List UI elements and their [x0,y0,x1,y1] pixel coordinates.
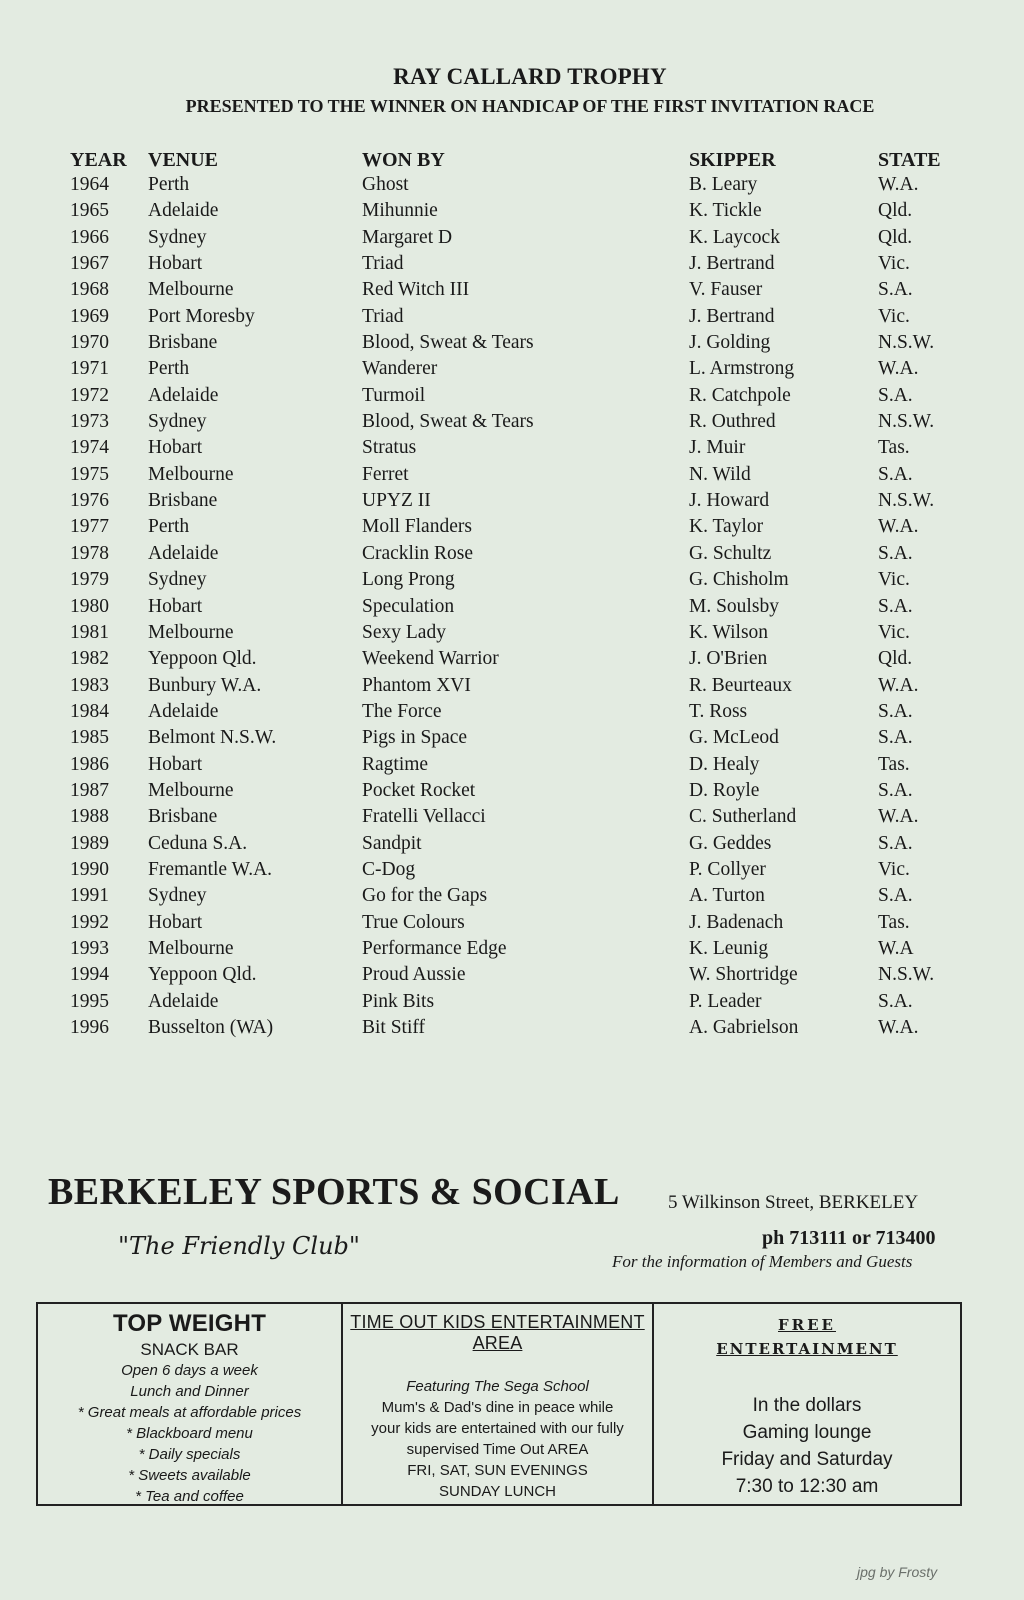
cell-venue: Sydney [148,885,207,907]
cell-venue: Sydney [148,411,207,433]
table-row [0,490,1024,516]
cell-state: W.A. [878,174,919,195]
cell-year: 1990 [70,858,109,880]
cell-year: 1987 [70,779,109,801]
cell-year: 1973 [70,411,109,433]
scan-credit: jpg by Frosty [857,1564,938,1580]
table-row [0,385,1024,411]
cell-venue: Yeppoon Qld. [148,964,257,986]
cell-venue: Melbourne [148,779,234,801]
cell-state: W.A. [878,806,919,828]
cell-state: Tas. [878,911,910,933]
cell-won-by: Bit Stiff [362,1017,426,1038]
table-row [0,437,1024,463]
cell-skipper: L. Armstrong [689,358,795,380]
cell-state: S.A. [878,700,913,722]
top-weight-line: Lunch and Dinner [130,1383,249,1400]
cell-skipper: B. Leary [689,174,758,195]
cell-venue: Bunbury W.A. [148,674,262,696]
cell-year: 1967 [70,253,109,275]
cell-venue: Yeppoon Qld. [148,648,257,670]
table-row [0,174,1024,200]
table-row [0,622,1024,648]
cell-skipper: R. Catchpole [689,384,791,406]
top-weight-line: Open 6 days a week [121,1362,258,1379]
table-row [0,780,1024,806]
table-row [0,859,1024,885]
cell-state: N.S.W. [878,490,935,512]
cell-state: Vic. [878,305,910,327]
cell-won-by: Sexy Lady [362,621,446,643]
promo-boxes [36,1302,962,1506]
table-row [0,464,1024,490]
cell-state: S.A. [878,832,913,854]
cell-won-by: Moll Flanders [362,516,472,538]
cell-won-by: Triad [362,253,404,275]
cell-venue: Melbourne [148,937,234,959]
cell-year: 1968 [70,279,109,301]
kids-area-line: supervised Time Out AREA [406,1441,589,1458]
cell-year: 1969 [70,305,109,327]
cell-won-by: Stratus [362,437,417,459]
cell-venue: Hobart [148,753,203,775]
cell-skipper: G. Schultz [689,542,772,564]
top-weight-box [38,1304,343,1504]
cell-state: Vic. [878,621,910,643]
cell-skipper: A. Gabrielson [689,1017,799,1038]
page-title: RAY CALLARD TROPHY [393,64,667,89]
cell-state: Qld. [878,226,913,248]
cell-won-by: Blood, Sweat & Tears [362,411,534,433]
cell-venue: Perth [148,174,190,195]
cell-won-by: Ferret [362,463,409,485]
table-row [0,200,1024,226]
kids-area-line: your kids are entertained with our fully [371,1420,624,1437]
club-info: For the information of Members and Guests [612,1252,913,1271]
kids-area-line: Mum's & Dad's dine in peace while [381,1399,614,1416]
top-weight-line: * Tea and coffee [135,1488,244,1505]
table-row [0,991,1024,1017]
cell-won-by: Phantom XVI [362,674,471,696]
cell-state: W.A. [878,516,919,538]
cell-venue: Melbourne [148,463,234,485]
cell-skipper: D. Royle [689,779,760,801]
cell-venue: Brisbane [148,332,218,354]
club-address: 5 Wilkinson Street, BERKELEY [668,1192,919,1213]
cell-skipper: J. Bertrand [689,253,775,275]
cell-year: 1964 [70,174,109,195]
cell-won-by: Long Prong [362,569,455,591]
cell-won-by: Triad [362,305,404,327]
club-name: BERKELEY SPORTS & SOCIAL [48,1171,620,1213]
kids-area-line: FRI, SAT, SUN EVENINGS [407,1462,588,1479]
column-header-venue: VENUE [148,149,219,171]
cell-won-by: Pink Bits [362,990,435,1012]
cell-state: W.A. [878,358,919,380]
cell-venue: Port Moresby [148,305,255,327]
table-row [0,227,1024,253]
cell-year: 1971 [70,358,109,380]
cell-year: 1982 [70,648,109,670]
cell-venue: Sydney [148,569,207,591]
kids-area-featuring: Featuring The Sega School [406,1378,589,1395]
cell-won-by: Weekend Warrior [362,648,499,670]
club-tagline: "The Friendly Club" [118,1232,360,1260]
column-header-state: STATE [878,149,941,171]
cell-state: S.A. [878,885,913,907]
cell-skipper: K. Leunig [689,937,769,959]
results-table [0,174,1024,1043]
kids-area-box [343,1304,654,1504]
cell-year: 1992 [70,911,109,933]
cell-won-by: Turmoil [362,384,426,406]
cell-venue: Hobart [148,253,203,275]
cell-year: 1983 [70,674,109,696]
cell-year: 1989 [70,832,109,854]
cell-skipper: J. Howard [689,490,770,512]
cell-state: S.A. [878,384,913,406]
cell-won-by: Pocket Rocket [362,779,476,801]
cell-state: S.A. [878,727,913,749]
cell-state: N.S.W. [878,411,935,433]
column-header-skipper: SKIPPER [689,149,776,171]
cell-skipper: T. Ross [689,700,748,722]
cell-skipper: G. Chisholm [689,569,789,591]
column-header-won-by: WON BY [362,149,445,171]
cell-year: 1994 [70,964,109,986]
club-phone: ph 713111 or 713400 [762,1227,936,1249]
cell-venue: Hobart [148,911,203,933]
cell-won-by: Sandpit [362,832,422,854]
cell-state: Tas. [878,437,910,459]
cell-state: Tas. [878,753,910,775]
cell-year: 1972 [70,384,109,406]
table-row [0,675,1024,701]
cell-skipper: M. Soulsby [689,595,779,617]
entertainment-line: Friday and Saturday [721,1449,893,1470]
table-row [0,701,1024,727]
page-subtitle: PRESENTED TO THE WINNER ON HANDICAP OF THE FIRST INVITATION RACE [185,96,875,116]
cell-venue: Adelaide [148,384,219,406]
cell-won-by: Red Witch III [362,279,470,301]
cell-skipper: W. Shortridge [689,964,798,986]
top-weight-subtitle: SNACK BAR [140,1340,239,1359]
table-row [0,912,1024,938]
cell-state: Qld. [878,648,913,670]
cell-venue: Adelaide [148,990,219,1012]
top-weight-line: * Great meals at affordable prices [77,1404,302,1421]
cell-skipper: J. Bertrand [689,305,775,327]
entertainment-line: Gaming lounge [742,1422,872,1443]
cell-state: N.S.W. [878,964,935,986]
table-row [0,727,1024,753]
cell-won-by: Proud Aussie [362,964,466,986]
cell-state: W.A. [878,674,919,696]
free-entertainment-title: FREE [778,1316,836,1334]
cell-venue: Brisbane [148,490,218,512]
cell-state: Qld. [878,200,913,222]
cell-won-by: Blood, Sweat & Tears [362,332,534,354]
table-row [0,885,1024,911]
entertainment-line: 7:30 to 12:30 am [735,1476,879,1497]
cell-year: 1974 [70,437,109,459]
cell-skipper: K. Laycock [689,226,780,248]
cell-state: W.A. [878,1017,919,1038]
cell-won-by: Cracklin Rose [362,542,474,564]
top-weight-title: TOP WEIGHT [112,1310,267,1337]
cell-skipper: J. O'Brien [689,648,768,670]
cell-year: 1995 [70,990,109,1012]
cell-state: N.S.W. [878,332,935,354]
cell-won-by: Wanderer [362,358,438,380]
cell-skipper: J. Golding [689,332,771,354]
cell-won-by: Ghost [362,174,409,195]
table-row [0,1017,1024,1043]
cell-year: 1985 [70,727,109,749]
cell-venue: Adelaide [148,700,219,722]
cell-venue: Melbourne [148,279,234,301]
cell-won-by: Mihunnie [362,200,438,222]
cell-skipper: N. Wild [689,463,751,485]
cell-venue: Melbourne [148,621,234,643]
cell-year: 1970 [70,332,109,354]
cell-venue: Adelaide [148,200,219,222]
cell-year: 1991 [70,885,109,907]
cell-year: 1980 [70,595,109,617]
cell-state: S.A. [878,990,913,1012]
top-weight-line: * Blackboard menu [126,1425,253,1442]
cell-skipper: V. Fauser [689,279,763,301]
cell-won-by: UPYZ II [362,490,431,512]
cell-state: S.A. [878,779,913,801]
cell-state: S.A. [878,595,913,617]
cell-skipper: P. Collyer [689,858,766,880]
table-row [0,569,1024,595]
table-row [0,411,1024,437]
cell-year: 1981 [70,621,109,643]
cell-year: 1965 [70,200,109,222]
cell-venue: Hobart [148,595,203,617]
cell-year: 1979 [70,569,109,591]
kids-area-title: TIME OUT KIDS ENTERTAINMENT AREA [350,1312,645,1353]
cell-skipper: K. Tickle [689,200,762,222]
table-row [0,306,1024,332]
cell-state: S.A. [878,463,913,485]
table-row [0,938,1024,964]
cell-skipper: R. Beurteaux [689,674,792,696]
cell-skipper: C. Sutherland [689,806,797,828]
top-weight-line: * Daily specials [138,1446,241,1463]
cell-won-by: C-Dog [362,858,416,880]
cell-state: Vic. [878,253,910,275]
entertainment-line: In the dollars [752,1395,862,1416]
table-row [0,754,1024,780]
free-entertainment-title-2: ENTERTAINMENT [716,1340,898,1358]
cell-venue: Fremantle W.A. [148,858,273,880]
cell-state: W.A [878,937,914,959]
cell-year: 1993 [70,937,109,959]
kids-area-line: SUNDAY LUNCH [439,1483,556,1500]
cell-won-by: Go for the Gaps [362,885,488,907]
cell-won-by: True Colours [362,911,465,933]
cell-won-by: Speculation [362,595,455,617]
table-row [0,964,1024,990]
cell-won-by: Margaret D [362,226,453,248]
cell-year: 1977 [70,516,109,538]
cell-venue: Adelaide [148,542,219,564]
free-entertainment-box [654,1304,960,1504]
cell-year: 1976 [70,490,109,512]
cell-skipper: K. Wilson [689,621,769,643]
cell-won-by: Fratelli Vellacci [362,806,486,828]
cell-skipper: G. McLeod [689,727,779,749]
table-row [0,596,1024,622]
table-row [0,253,1024,279]
cell-venue: Busselton (WA) [148,1017,274,1038]
table-row [0,648,1024,674]
cell-state: Vic. [878,858,910,880]
top-weight-line: * Sweets available [128,1467,251,1484]
table-header [0,149,1024,175]
cell-state: S.A. [878,279,913,301]
cell-skipper: K. Taylor [689,516,764,538]
cell-state: Vic. [878,569,910,591]
cell-won-by: Ragtime [362,753,429,775]
cell-year: 1986 [70,753,109,775]
cell-venue: Perth [148,516,190,538]
table-row [0,516,1024,542]
cell-year: 1978 [70,542,109,564]
cell-venue: Perth [148,358,190,380]
cell-venue: Belmont N.S.W. [148,727,277,749]
cell-skipper: A. Turton [689,885,765,907]
cell-venue: Ceduna S.A. [148,832,248,854]
cell-year: 1988 [70,806,109,828]
cell-skipper: J. Badenach [689,911,784,933]
cell-skipper: G. Geddes [689,832,772,854]
cell-year: 1975 [70,463,109,485]
cell-won-by: Pigs in Space [362,727,468,749]
cell-skipper: D. Healy [689,753,760,775]
table-row [0,543,1024,569]
cell-won-by: The Force [362,700,442,722]
cell-won-by: Performance Edge [362,937,507,959]
cell-year: 1984 [70,700,109,722]
cell-venue: Hobart [148,437,203,459]
cell-skipper: J. Muir [689,437,746,459]
cell-venue: Sydney [148,226,207,248]
table-row [0,358,1024,384]
cell-skipper: P. Leader [689,990,762,1012]
cell-state: S.A. [878,542,913,564]
cell-venue: Brisbane [148,806,218,828]
cell-skipper: R. Outhred [689,411,776,433]
table-row [0,279,1024,305]
cell-year: 1966 [70,226,109,248]
cell-year: 1996 [70,1017,109,1038]
table-row [0,332,1024,358]
table-row [0,806,1024,832]
column-header-year: YEAR [70,149,127,171]
table-row [0,833,1024,859]
